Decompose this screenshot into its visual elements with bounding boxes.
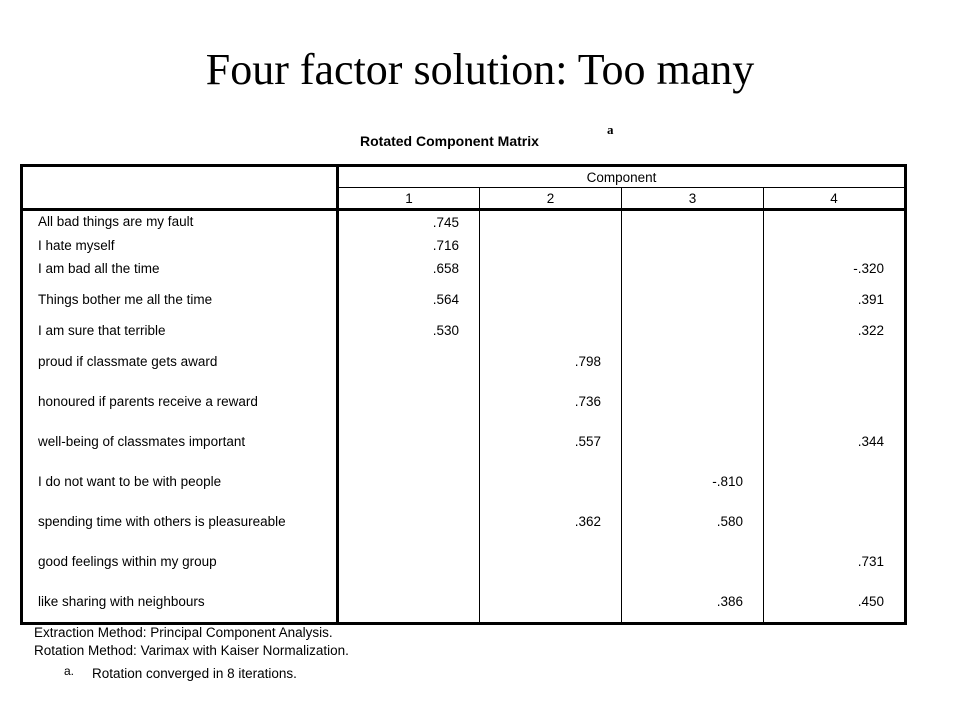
loading-cell: .736 bbox=[480, 382, 622, 422]
loading-cell bbox=[764, 462, 906, 502]
row-label: like sharing with neighbours bbox=[22, 582, 338, 624]
row-label: I am bad all the time bbox=[22, 258, 338, 280]
loading-cell bbox=[338, 582, 480, 624]
loading-cell: .530 bbox=[338, 320, 480, 342]
footnote-marker: a. bbox=[64, 664, 75, 678]
loading-cell bbox=[764, 234, 906, 258]
component-column-header: 1 bbox=[338, 188, 480, 210]
loading-cell bbox=[338, 342, 480, 382]
loading-cell bbox=[480, 462, 622, 502]
table-title-footnote-marker: a bbox=[607, 122, 614, 137]
table-row bbox=[22, 462, 906, 502]
loading-cell bbox=[622, 320, 764, 342]
loading-cell bbox=[480, 258, 622, 280]
loading-cell: .386 bbox=[622, 582, 764, 624]
row-label: well-being of classmates important bbox=[22, 422, 338, 462]
loading-cell bbox=[622, 422, 764, 462]
header-corner-cell bbox=[22, 166, 338, 210]
component-column-header: 2 bbox=[480, 188, 622, 210]
loading-cell bbox=[622, 234, 764, 258]
table-row bbox=[22, 210, 906, 234]
row-label: honoured if parents receive a reward bbox=[22, 382, 338, 422]
loading-cell: .391 bbox=[764, 280, 906, 320]
extraction-method-note: Extraction Method: Principal Component Analysis. bbox=[34, 625, 333, 640]
loading-cell bbox=[764, 210, 906, 234]
loading-cell bbox=[764, 502, 906, 542]
loading-cell bbox=[480, 320, 622, 342]
loading-cell bbox=[480, 234, 622, 258]
loading-cell: .716 bbox=[338, 234, 480, 258]
convergence-note: Rotation converged in 8 iterations. bbox=[92, 666, 297, 681]
loading-cell bbox=[338, 542, 480, 582]
table-row bbox=[22, 542, 906, 582]
component-header: Component bbox=[338, 166, 906, 188]
loading-cell: .745 bbox=[338, 210, 480, 234]
table-title: Rotated Component Matrix bbox=[360, 133, 539, 149]
row-label: spending time with others is pleasureable bbox=[22, 502, 338, 542]
loading-cell: -.320 bbox=[764, 258, 906, 280]
table-row bbox=[22, 258, 906, 280]
row-label: proud if classmate gets award bbox=[22, 342, 338, 382]
loading-cell bbox=[480, 280, 622, 320]
rotation-method-note: Rotation Method: Varimax with Kaiser Normalization. bbox=[34, 643, 349, 658]
loading-cell: .731 bbox=[764, 542, 906, 582]
loading-cell: .557 bbox=[480, 422, 622, 462]
loading-cell: .798 bbox=[480, 342, 622, 382]
loading-cell bbox=[480, 582, 622, 624]
table-row bbox=[22, 280, 906, 320]
loading-cell bbox=[622, 258, 764, 280]
loading-cell: .658 bbox=[338, 258, 480, 280]
loading-cell bbox=[622, 342, 764, 382]
table-row bbox=[22, 502, 906, 542]
row-label: Things bother me all the time bbox=[22, 280, 338, 320]
table-row bbox=[22, 422, 906, 462]
loading-cell bbox=[338, 462, 480, 502]
table-row bbox=[22, 320, 906, 342]
loading-cell: .362 bbox=[480, 502, 622, 542]
component-column-header: 3 bbox=[622, 188, 764, 210]
rotated-component-matrix bbox=[20, 164, 907, 625]
table-row bbox=[22, 342, 906, 382]
loading-cell: .344 bbox=[764, 422, 906, 462]
loading-cell bbox=[764, 342, 906, 382]
loading-cell: .564 bbox=[338, 280, 480, 320]
row-label: good feelings within my group bbox=[22, 542, 338, 582]
loading-cell bbox=[764, 382, 906, 422]
row-label: I do not want to be with people bbox=[22, 462, 338, 502]
loading-cell bbox=[338, 502, 480, 542]
slide-title: Four factor solution: Too many bbox=[205, 45, 755, 94]
loading-cell: .450 bbox=[764, 582, 906, 624]
loading-cell bbox=[622, 210, 764, 234]
component-column-header: 4 bbox=[764, 188, 906, 210]
loading-cell bbox=[480, 210, 622, 234]
table-row bbox=[22, 234, 906, 258]
loading-cell: .322 bbox=[764, 320, 906, 342]
table-row bbox=[22, 582, 906, 624]
row-label: All bad things are my fault bbox=[22, 210, 338, 234]
loading-cell: -.810 bbox=[622, 462, 764, 502]
row-label: I am sure that terrible bbox=[22, 320, 338, 342]
loading-cell: .580 bbox=[622, 502, 764, 542]
loading-cell bbox=[622, 382, 764, 422]
loading-cell bbox=[338, 382, 480, 422]
loading-cell bbox=[338, 422, 480, 462]
table-row bbox=[22, 382, 906, 422]
loading-cell bbox=[622, 542, 764, 582]
row-label: I hate myself bbox=[22, 234, 338, 258]
loading-cell bbox=[622, 280, 764, 320]
loading-cell bbox=[480, 542, 622, 582]
